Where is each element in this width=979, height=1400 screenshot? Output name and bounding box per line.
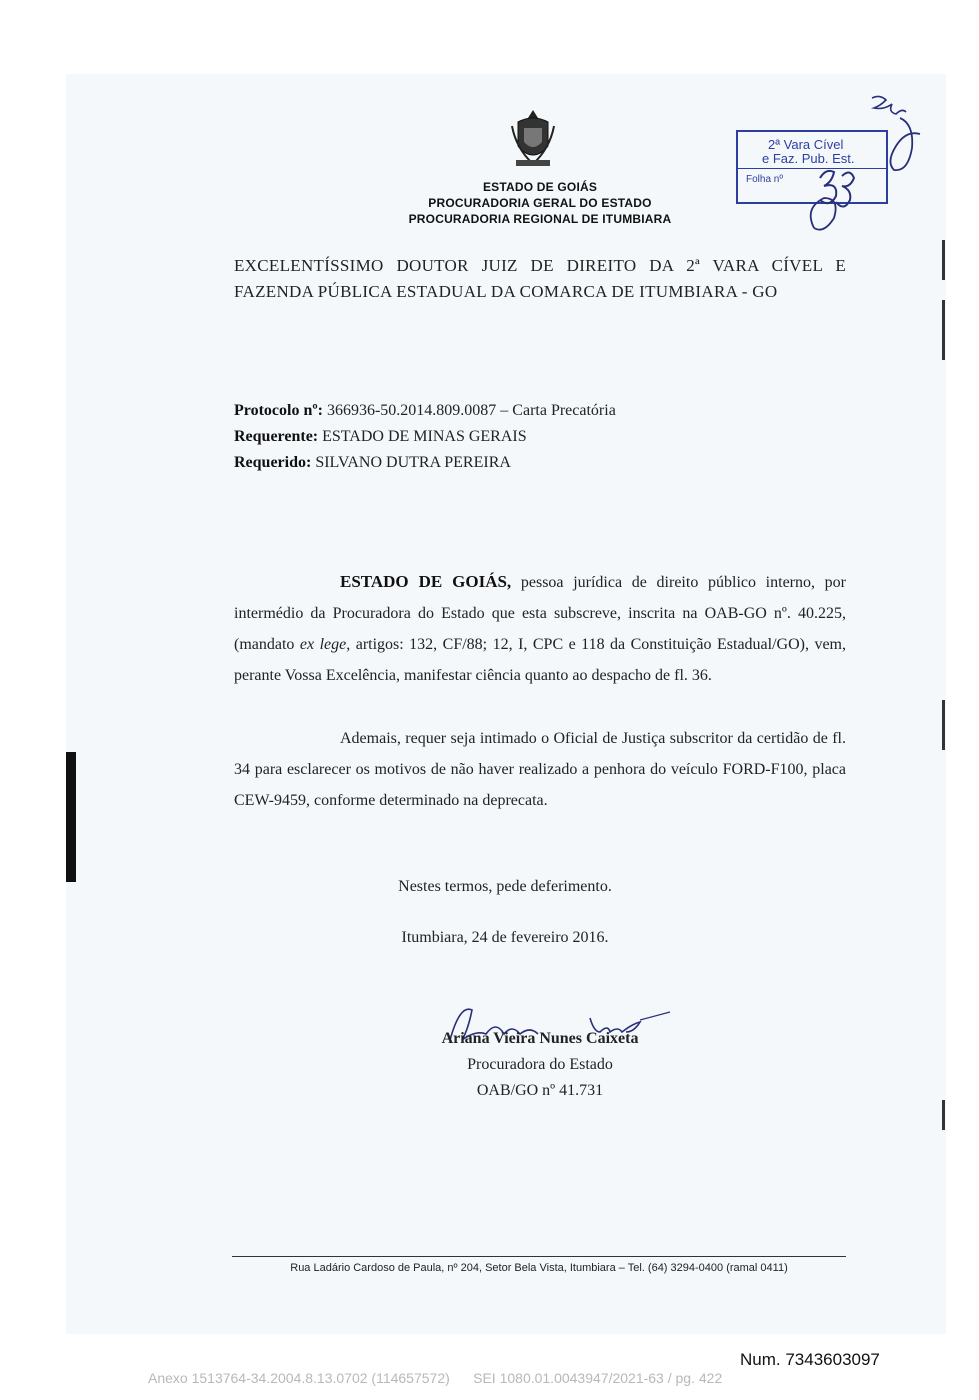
body-paragraph-1 [234,566,846,691]
protocol-label: Protocolo nº: [234,402,323,419]
addressee-line-2: FAZENDA PÚBLICA ESTADUAL DA COMARCA DE ITUMBIARA - GO [234,282,778,301]
plaintiff-value: ESTADO DE MINAS GERAIS [318,428,527,445]
body-text-a: pessoa jurídica de direito público interno, por intermédio da Procuradora do Estado que esta subscreve, inscrita na OAB-GO nº. 40.225, (mandato [234,574,847,653]
place-date: Itumbiara, 24 de fevereiro 2016. [401,929,609,946]
scan-edge-bar [66,752,76,882]
signer-name: Ariana Vieira Nunes Caixeta [441,1030,639,1047]
stamp-folio-label: Folha nº [746,174,784,185]
header-state: ESTADO DE GOIÁS [482,180,598,194]
document-number: Num. 7343603097 [740,1350,880,1369]
defendant-label: Requerido: [234,454,312,471]
signer-oab: OAB/GO nº 41.731 [476,1082,604,1099]
header-attorney-general: PROCURADORIA GERAL DO ESTADO [428,196,652,210]
stamp-court: 2ª Vara Cível [768,137,844,152]
closing-formula: Nestes termos, pede deferimento. [398,878,612,895]
footer-divider [232,1256,846,1257]
defendant-value: SILVANO DUTRA PEREIRA [311,454,511,471]
annex-line [148,1370,722,1386]
body-paragraph-2 [234,723,846,816]
footer-address: Rua Ladário Cardoso de Paula, nº 204, Setor Bela Vista, Itumbiara – Tel. (64) 3294-0400 (ramal 0411) [290,1262,788,1274]
protocol-value: 366936-50.2014.809.0087 – Carta Precatória [322,402,616,419]
sei-reference: SEI 1080.01.0043947/2021-63 / pg. 422 [473,1370,723,1386]
stamp-division: e Faz. Pub. Est. [762,151,855,166]
scan-edge-mark [942,700,945,750]
annex-reference: Anexo 1513764-34.2004.8.13.0702 (114657572) [148,1370,450,1386]
defendant-line [234,454,511,472]
body-text-request: Ademais, requer seja intimado o Oficial de Justiça subscritor da certidão de fl. 34 para esclarecer os motivos de não haver realizado a penhora do veículo FORD-F100, placa CEW-9459, conforme determinado na deprecata. [234,730,846,809]
header-regional-office: PROCURADORIA REGIONAL DE ITUMBIARA [408,212,672,226]
handwritten-annotations [780,88,950,258]
signer-title: Procuradora do Estado [467,1056,613,1073]
scan-edge-mark [942,300,945,360]
scan-edge-mark [942,1100,945,1130]
plaintiff-line [234,428,527,446]
addressee-line-1: EXCELENTÍSSIMO DOUTOR JUIZ DE DIREITO DA 2ª VARA CÍVEL E [234,256,846,275]
protocol-line [234,402,616,420]
body-text-italic: ex lege [299,636,347,653]
body-text-b: , artigos: 132, CF/88; 12, I, CPC e 118 da Constituição Estadual/GO), vem, perante Vossa Excelência, manifestar ciência quanto ao despacho de fl. 36. [234,636,846,684]
plaintiff-label: Requerente: [234,428,319,445]
body-subject: ESTADO DE GOIÁS, [340,572,512,591]
coat-of-arms-icon [508,108,558,170]
